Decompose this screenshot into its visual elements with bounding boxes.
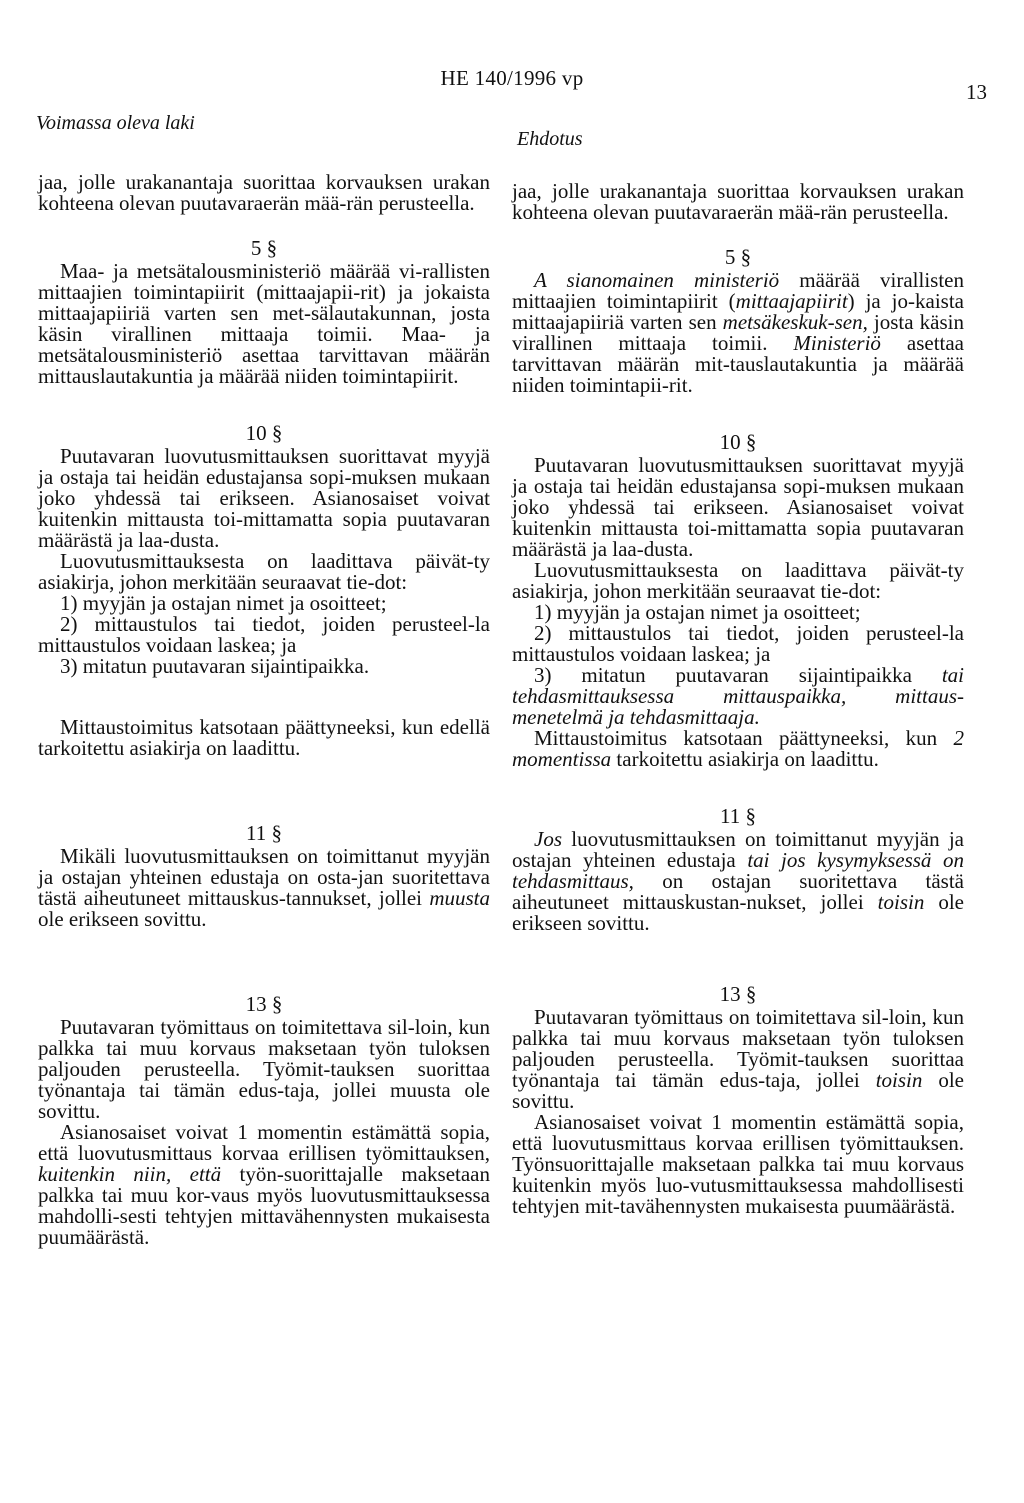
section-10-item-1: 1) myyjän ja ostajan nimet ja osoitteet; [60,591,387,615]
section-13-paragraph-2: Asianosaiset voivat 1 momentin estämättä sopia, että luovutusmittaus korvaa erillisen työmittauksen, kuitenkin niin, että työn-suorittajalle maksetaan palkka tai muu kor-vaus myös luovutusmittauksessa mahdolli-sesti tehtyjen mittavähennysten mukaisesta puumäärästä. [38,1120,490,1249]
section-13-heading: 13 § [719,982,757,1006]
section-5-heading: 5 § [724,245,752,269]
intro-paragraph: jaa, jolle urakanantaja suorittaa korvauksen urakan kohteena olevan puutavaraerän mää-rän perusteella. [512,179,964,224]
section-10-paragraph-2: Luovutusmittauksesta on laadittava päivät-ty asiakirja, johon merkitään seuraavat tie-dot: [38,549,490,594]
section-11-heading: 11 § [246,821,282,845]
section-10-heading: 10 § [719,430,757,454]
document-id: HE 140/1996 vp [440,66,584,90]
section-10-paragraph-1: Puutavaran luovutusmittauksen suorittavat myyjä ja ostaja tai heidän edustajansa sopi-muksen mukaan joko yhdessä tai erikseen. Asianosaiset voivat kuitenkin mittausta toi-mittamatta sopia puutavaran määrästä ja laa-dusta. [512,453,964,561]
section-10-heading: 10 § [245,421,283,445]
section-10-item-3: 3) mitatun puutavaran sijaintipaikka. [60,654,370,678]
page-number: 13 [966,80,987,104]
section-13-paragraph-1: Puutavaran työmittaus on toimitettava sil-loin, kun palkka tai muu korvaus maksetaan työn tuloksen paljouden perusteella. Työmit-tauksen suorittaa työnantaja tai tämän edus-taja, jollei toisin ole sovittu. [512,1005,964,1113]
section-10-item-3: 3) mitatun puutavaran sijaintipaikka tai tehdasmittauksessa mittauspaikka, mittaus-menetelmä ja tehdasmittaaja. [512,663,964,729]
section-10-paragraph-1: Puutavaran luovutusmittauksen suorittavat myyjä ja ostaja tai heidän edustajansa sopi-muksen mukaan joko yhdessä tai erikseen. Asianosaiset voivat kuitenkin mittausta toi-mittamatta sopia puutavaran määrästä ja laa-dusta. [38,444,490,552]
section-10-paragraph-3: Mittaustoimitus katsotaan päättyneeksi, kun 2 momentissa tarkoitettu asiakirja on laadittu. [512,726,964,771]
section-11-paragraph: Mikäli luovutusmittauksen on toimittanut myyjän ja ostajan yhteinen edustaja on osta-jan suoritettava tästä aiheutuneet mittauskus-tannukset, jollei muusta ole erikseen sovittu. [38,844,490,931]
section-10-item-1: 1) myyjän ja ostajan nimet ja osoitteet; [534,600,861,624]
section-5-paragraph: A sianomainen ministeriö määrää virallisten mittaajien toimintapiirit (mittaajapiirit) ja jo-kaista mittaajapiiriä varten sen metsäkeskuk-sen, josta käsin virallinen mittaaja toimii. Ministeriö asettaa tarvittavan määrän mit-tauslautakuntia ja määrää niiden toimintapii-rit. [512,268,965,397]
section-11-heading: 11 § [720,804,756,828]
proposal-column [512,181,964,1217]
section-10-item-2: 2) mittaustulos tai tiedot, joiden perusteel-la mittaustulos voidaan laskea; ja [512,621,964,666]
section-5-paragraph: Maa- ja metsätalousministeriö määrää vi-rallisten mittaajien toimintapiirit (mittaajapii-rit) ja jokaista mittaajapiiriä varten sen met-sälautakunnan, josta käsin virallinen mittaaja toimii. Maa- ja metsätalousministeriö asettaa tarvittavan määrän mittauslautakuntia ja määrää niiden toimintapiirit. [38,259,490,388]
section-10-item-2: 2) mittaustulos tai tiedot, joiden perusteel-la mittaustulos voidaan laskea; ja [38,612,490,657]
section-5-heading: 5 § [250,236,278,260]
section-13-paragraph-2: Asianosaiset voivat 1 momentin estämättä sopia, että luovutusmittaus korvaa erillisen työmittauksen. Työnsuorittajalle maksetaan palkka tai muu korvaus kuitenkin myös luo-vutusmittauksessa mahdollisesti tehtyjen mit-tavähennysten mukaisesta puumäärästä. [512,1110,964,1218]
current-law-column [38,172,490,1248]
section-13-paragraph-1: Puutavaran työmittaus on toimitettava sil-loin, kun palkka tai muu korvaus maksetaan työn tuloksen paljouden perusteella. Työmit-tauksen suorittaa työnantaja tai tämän edus-taja, jollei muusta ole sovittu. [38,1015,490,1123]
section-10-paragraph-2: Luovutusmittauksesta on laadittava päivät-ty asiakirja, johon merkitään seuraavat tie-dot: [512,558,964,603]
section-10-paragraph-3: Mittaustoimitus katsotaan päättyneeksi, kun edellä tarkoitettu asiakirja on laadittu. [38,715,490,760]
left-column-heading: Voimassa oleva laki [36,112,195,134]
section-11-paragraph: Jos luovutusmittauksen on toimittanut myyjän ja ostajan yhteinen edustaja tai jos kysymyksessä on tehdasmittaus, on ostajan suoritettava tästä aiheutuneet mittauskustan-nukset, jollei toisin ole erikseen sovittu. [512,827,964,935]
intro-paragraph: jaa, jolle urakanantaja suorittaa korvauksen urakan kohteena olevan puutavaraerän mää-rän perusteella. [38,170,490,215]
section-13-heading: 13 § [245,992,283,1016]
right-column-heading: Ehdotus [517,128,583,150]
